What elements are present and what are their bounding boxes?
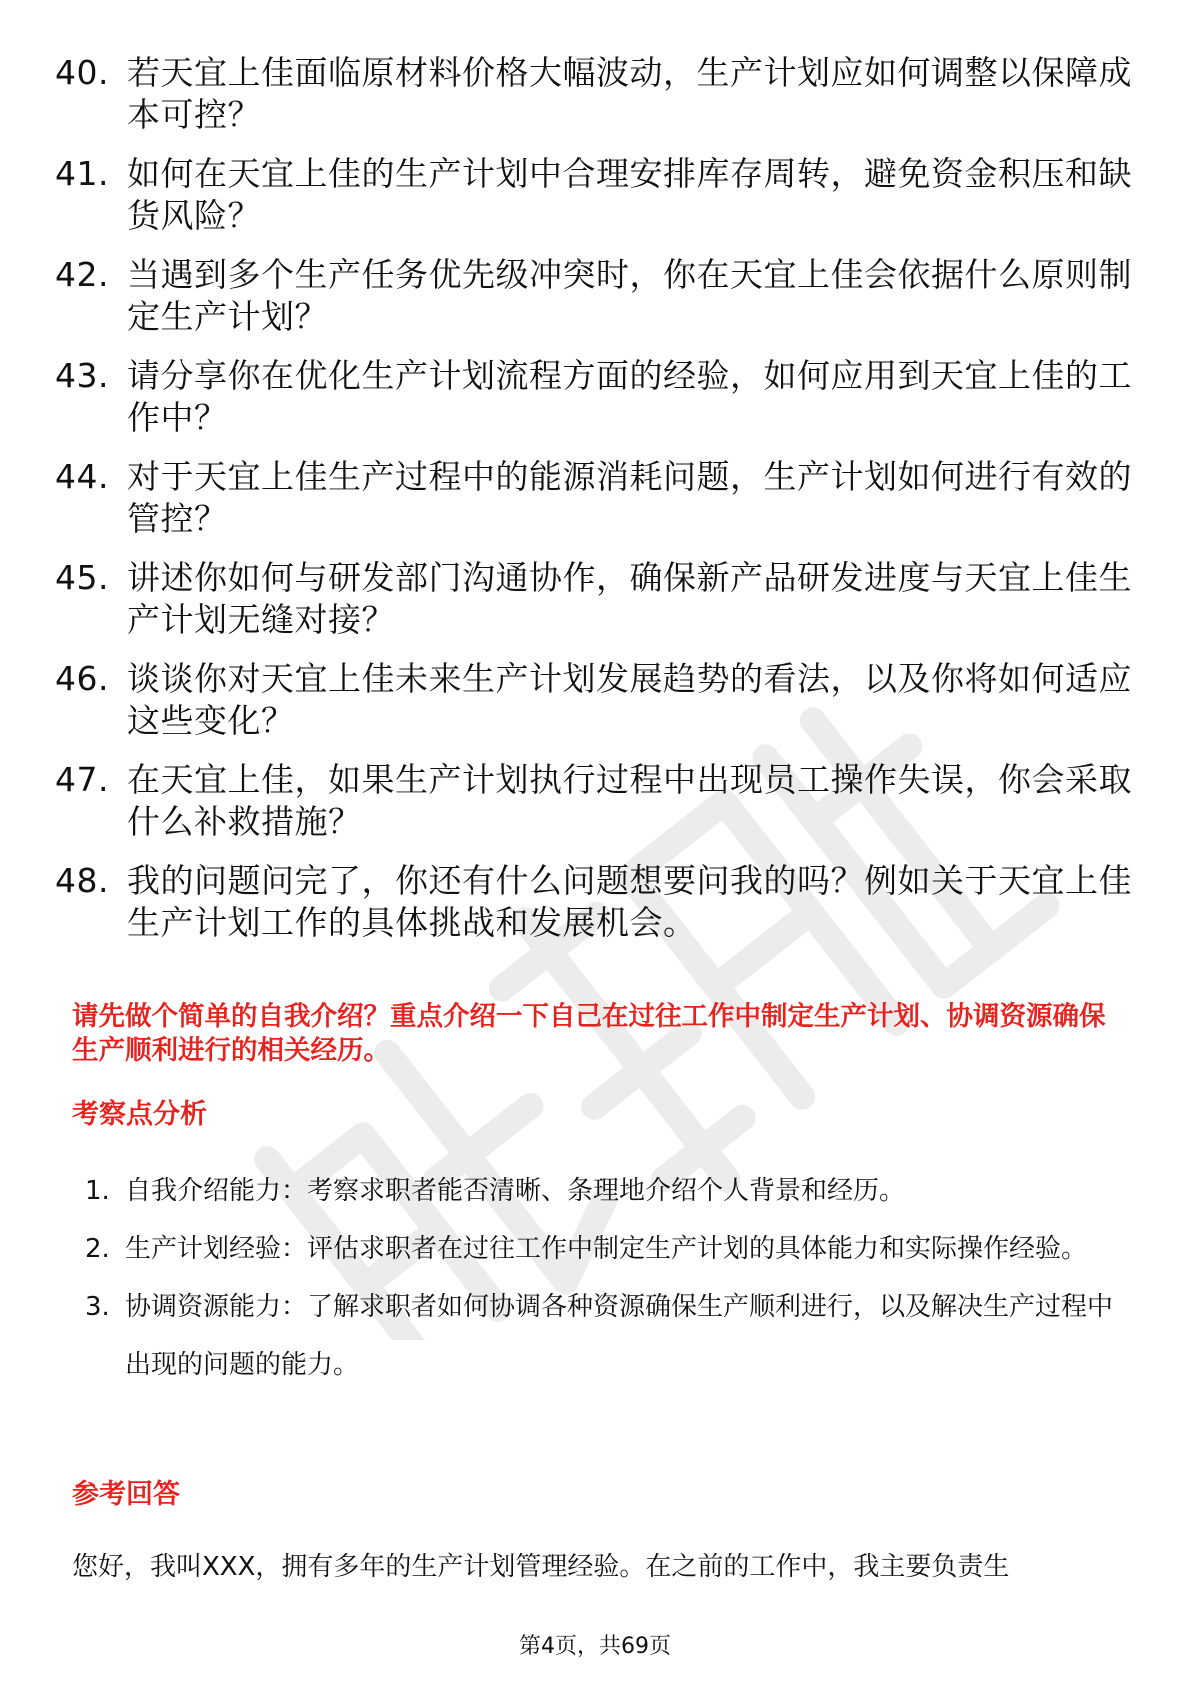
- question-list: [55, 52, 1135, 961]
- item-number: 41.: [55, 154, 109, 193]
- list-item: [55, 557, 1135, 641]
- list-item: [55, 355, 1135, 439]
- reference-section-title: 参考回答: [72, 1479, 180, 1510]
- list-item: [55, 456, 1135, 540]
- analysis-text: 协调资源能力：了解求职者如何协调各种资源确保生产顺利进行，以及解决生产过程中出现的问题的能力。: [125, 1292, 1114, 1380]
- list-item: [55, 658, 1135, 742]
- list-item: [55, 52, 1135, 136]
- item-number: 1.: [85, 1176, 110, 1206]
- question-text: 谈谈你对天宜上佳未来生产计划发展趋势的看法，以及你将如何适应这些变化？: [127, 659, 1132, 740]
- question-text: 讲述你如何与研发部门沟通协作，确保新产品研发进度与天宜上佳生产计划无缝对接？: [127, 558, 1132, 639]
- analysis-text: 生产计划经验：评估求职者在过往工作中制定生产计划的具体能力和实际操作经验。: [125, 1234, 1088, 1264]
- list-item: [85, 1278, 1125, 1394]
- item-number: 47.: [55, 760, 109, 799]
- highlighted-question: 请先做个简单的自我介绍？重点介绍一下自己在过往工作中制定生产计划、协调资源确保生产顺利进行的相关经历。: [72, 1001, 1106, 1066]
- item-number: 44.: [55, 457, 109, 496]
- page-footer: 第4页，共69页: [519, 1634, 671, 1659]
- item-number: 43.: [55, 356, 109, 395]
- list-item: [85, 1220, 1125, 1278]
- item-number: 2.: [85, 1234, 110, 1264]
- question-text: 我的问题问完了，你还有什么问题想要问我的吗？例如关于天宜上佳生产计划工作的具体挑战和发展机会。: [127, 861, 1132, 942]
- analysis-section-title: 考察点分析: [72, 1099, 207, 1130]
- reference-answer-text: 您好，我叫XXX，拥有多年的生产计划管理经验。在之前的工作中，我主要负责生: [72, 1552, 1010, 1582]
- list-item: [55, 153, 1135, 237]
- question-text: 当遇到多个生产任务优先级冲突时，你在天宜上佳会依据什么原则制定生产计划？: [127, 255, 1132, 336]
- item-number: 3.: [85, 1292, 110, 1322]
- question-text: 对于天宜上佳生产过程中的能源消耗问题，生产计划如何进行有效的管控？: [127, 457, 1132, 538]
- item-number: 46.: [55, 659, 109, 698]
- item-number: 42.: [55, 255, 109, 294]
- list-item: [85, 1162, 1125, 1220]
- item-number: 48.: [55, 861, 109, 900]
- question-text: 如何在天宜上佳的生产计划中合理安排库存周转，避免资金积压和缺货风险？: [127, 154, 1132, 235]
- analysis-list: [85, 1162, 1125, 1394]
- list-item: [55, 860, 1135, 944]
- item-number: 40.: [55, 53, 109, 92]
- question-text: 若天宜上佳面临原材料价格大幅波动，生产计划应如何调整以保障成本可控？: [127, 53, 1132, 134]
- list-item: [55, 759, 1135, 843]
- question-text: 请分享你在优化生产计划流程方面的经验，如何应用到天宜上佳的工作中？: [127, 356, 1132, 437]
- analysis-text: 自我介绍能力：考察求职者能否清晰、条理地介绍个人背景和经历。: [125, 1176, 906, 1206]
- list-item: [55, 254, 1135, 338]
- item-number: 45.: [55, 558, 109, 597]
- question-text: 在天宜上佳，如果生产计划执行过程中出现员工操作失误，你会采取什么补救措施？: [127, 760, 1132, 841]
